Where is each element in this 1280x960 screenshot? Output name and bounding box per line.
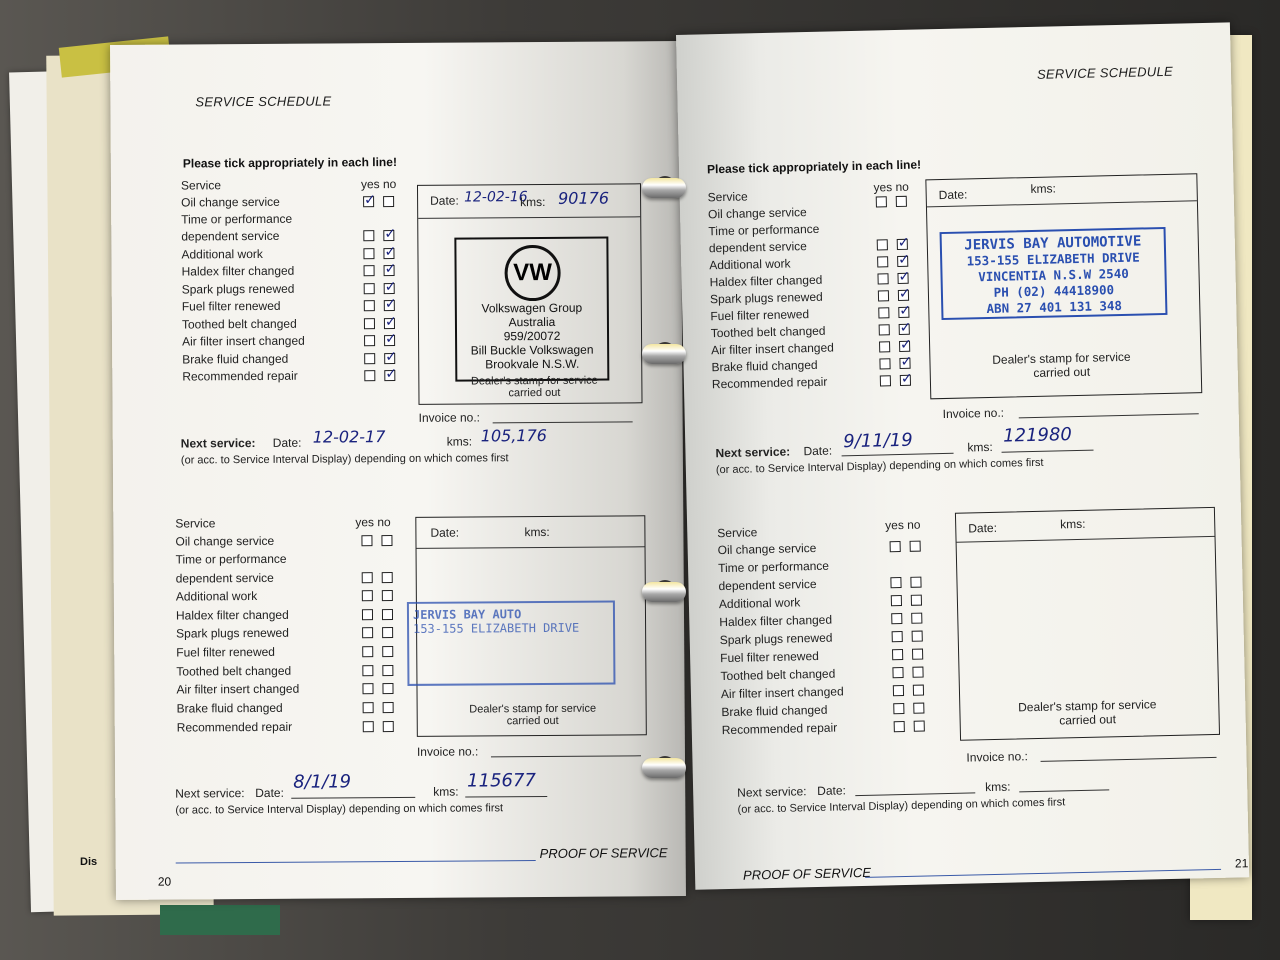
- service-date: 12-02-16: [464, 189, 528, 206]
- invoice-label: Invoice no.:: [942, 405, 1005, 422]
- no-checkbox[interactable]: [381, 535, 392, 546]
- binder-ring: [642, 178, 686, 198]
- checklist-label: dependent service: [708, 239, 808, 256]
- yes-label: yes: [873, 180, 893, 195]
- next-kms-line: [465, 796, 547, 798]
- divider: [417, 546, 645, 549]
- no-checkbox[interactable]: [384, 335, 395, 346]
- next-service-label: Next service:: [180, 435, 256, 451]
- checklist-label: Oil change service: [707, 205, 807, 222]
- checklist-label: Spark plugs renewed: [719, 630, 833, 648]
- no-checkbox[interactable]: [382, 665, 393, 676]
- kms-label: kms:: [524, 524, 550, 540]
- binder-ring: [642, 344, 686, 364]
- no-label: no: [895, 179, 910, 195]
- kms-label: kms:: [433, 784, 459, 799]
- no-label: no: [377, 515, 391, 530]
- no-checkbox[interactable]: [897, 273, 908, 284]
- checklist-label: Fuel filter renewed: [181, 298, 281, 314]
- green-tab: [160, 905, 280, 935]
- no-checkbox[interactable]: [911, 595, 922, 606]
- dealer-stamp-caption: Dealer's stamp for service carried out: [992, 349, 1131, 380]
- date-label: Date:: [255, 785, 284, 801]
- stamp-line: 959/20072: [503, 328, 561, 344]
- yes-checkbox[interactable]: [891, 613, 902, 624]
- next-service-note: (or acc. to Service Interval Display) depending on which comes first: [715, 456, 1044, 477]
- no-checkbox[interactable]: [898, 290, 909, 301]
- date-label: Date:: [817, 783, 847, 798]
- checklist-bottom-right: [717, 517, 947, 738]
- no-checkbox[interactable]: [912, 631, 923, 642]
- yes-checkbox[interactable]: [891, 595, 902, 606]
- date-label: Date:: [430, 193, 459, 208]
- yes-checkbox[interactable]: [364, 265, 375, 276]
- yes-checkbox[interactable]: [361, 535, 372, 546]
- checklist-label: Time or performance: [708, 221, 820, 239]
- stamp-line: Bill Buckle Volkswagen: [470, 342, 594, 358]
- checklist-label: Oil change service: [717, 540, 817, 558]
- yes-checkbox[interactable]: [878, 307, 889, 318]
- stamp-line: 153-155 ELIZABETH DRIVE: [966, 249, 1140, 269]
- page-number: 21: [1234, 856, 1249, 871]
- checklist-label: Brake fluid changed: [711, 357, 818, 375]
- yes-checkbox[interactable]: [362, 572, 373, 583]
- next-service-label: Next service:: [175, 786, 245, 801]
- page-header: SERVICE SCHEDULE: [195, 93, 332, 110]
- no-checkbox[interactable]: [910, 541, 921, 552]
- no-checkbox[interactable]: [914, 721, 925, 732]
- no-checkbox[interactable]: [384, 318, 395, 329]
- right-page: [676, 22, 1249, 889]
- yes-checkbox[interactable]: [362, 665, 373, 676]
- checklist-label: Brake fluid changed: [176, 700, 283, 716]
- next-service-date: 12-02-17: [312, 427, 386, 447]
- no-checkbox[interactable]: [383, 702, 394, 713]
- checklist-label: Haldex filter changed: [719, 612, 833, 630]
- date-label: Date:: [272, 435, 302, 450]
- invoice-label: Invoice no.:: [416, 744, 479, 759]
- yes-checkbox[interactable]: [362, 646, 373, 657]
- edge-text: Dis: [80, 856, 98, 868]
- checklist-label: Fuel filter renewed: [719, 648, 820, 666]
- checklist-label: Additional work: [718, 595, 801, 612]
- yes-checkbox[interactable]: [892, 631, 903, 642]
- checklist-label: Recommended repair: [182, 368, 298, 384]
- checklist-label: Brake fluid changed: [182, 351, 289, 367]
- instruction: Please tick appropriately in each line!: [706, 157, 922, 177]
- next-kms-line: [1019, 789, 1109, 792]
- kms-label: kms:: [1060, 516, 1086, 532]
- checklist-top-left: [180, 177, 421, 384]
- kms-label: kms:: [520, 194, 546, 210]
- yes-checkbox[interactable]: [893, 685, 904, 696]
- footer-rule: [865, 869, 1221, 878]
- checklist-label: Spark plugs renewed: [181, 281, 295, 297]
- yes-checkbox[interactable]: [362, 609, 373, 620]
- invoice-line: [493, 421, 633, 423]
- yes-checkbox[interactable]: [877, 256, 888, 267]
- next-service-kms: 115677: [467, 770, 536, 792]
- checklist-label: Brake fluid changed: [721, 702, 828, 720]
- checklist-label: Air filter insert changed: [720, 684, 844, 702]
- date-label: Date:: [938, 187, 968, 203]
- footer-label: PROOF OF SERVICE: [742, 864, 872, 883]
- yes-checkbox[interactable]: [876, 196, 887, 207]
- checklist-label: Air filter insert changed: [176, 681, 300, 697]
- yes-checkbox[interactable]: [879, 341, 890, 352]
- no-checkbox[interactable]: [382, 609, 393, 620]
- no-checkbox[interactable]: [384, 370, 395, 381]
- yes-label: yes: [355, 515, 375, 530]
- no-checkbox[interactable]: [896, 196, 907, 207]
- stamp-line: Brookvale N.S.W.: [485, 356, 580, 372]
- invoice-label: Invoice no.:: [966, 749, 1028, 765]
- checklist-label: Haldex filter changed: [181, 263, 295, 279]
- dealer-stamp-box: [955, 507, 1220, 741]
- stamp-line: JERVIS BAY AUTOMOTIVE: [964, 233, 1142, 254]
- no-label: no: [907, 517, 921, 532]
- no-label: no: [382, 177, 397, 192]
- checklist-label: Haldex filter changed: [175, 607, 289, 623]
- no-checkbox[interactable]: [384, 353, 395, 364]
- checklist-label: Spark plugs renewed: [709, 289, 823, 307]
- yes-checkbox[interactable]: [364, 370, 375, 381]
- no-checkbox[interactable]: [912, 667, 923, 678]
- yes-checkbox[interactable]: [879, 324, 890, 335]
- vw-logo-icon: VW: [504, 245, 560, 301]
- dealer-stamp-box: [417, 183, 643, 405]
- no-checkbox[interactable]: [899, 324, 910, 335]
- yes-label: yes: [360, 177, 380, 192]
- kms-label: kms:: [967, 439, 993, 455]
- yes-checkbox[interactable]: [362, 590, 373, 601]
- yes-checkbox[interactable]: [892, 667, 903, 678]
- next-service-note: (or acc. to Service Interval Display) depending on which comes first: [175, 802, 504, 817]
- checklist-label: Service: [707, 189, 748, 205]
- dealer-stamp-box: [925, 173, 1202, 399]
- next-service-label: Next service:: [715, 444, 791, 461]
- no-checkbox[interactable]: [897, 239, 908, 250]
- stamp-line: ABN 27 401 131 348: [986, 297, 1123, 317]
- yes-checkbox[interactable]: [892, 649, 903, 660]
- stamp-text: [457, 301, 607, 372]
- next-kms-line: [1002, 450, 1094, 453]
- checklist-label: Recommended repair: [176, 719, 293, 735]
- checklist-label: Recommended repair: [721, 720, 838, 738]
- no-checkbox[interactable]: [898, 307, 909, 318]
- yes-checkbox[interactable]: [364, 318, 375, 329]
- next-service-note: (or acc. to Service Interval Display) depending on which comes first: [737, 796, 1066, 816]
- no-checkbox[interactable]: [383, 196, 394, 207]
- yes-checkbox[interactable]: [363, 196, 374, 207]
- yes-label: yes: [885, 517, 905, 533]
- page-header: SERVICE SCHEDULE: [1036, 63, 1174, 82]
- checklist-label: Toothed belt changed: [720, 666, 836, 684]
- checklist-label: Oil change service: [181, 194, 280, 210]
- checklist-label: Fuel filter renewed: [176, 644, 276, 660]
- dealer-stamp: [940, 227, 1168, 320]
- faded-dealer-stamp: [407, 600, 616, 685]
- date-label: Date:: [430, 525, 460, 540]
- checklist-label: Additional work: [709, 256, 791, 273]
- checklist-label: Toothed belt changed: [181, 316, 297, 332]
- binder-ring: [642, 582, 686, 602]
- stamp-line: JERVIS BAY AUTO: [412, 607, 522, 622]
- next-service-note: (or acc. to Service Interval Display) depending on which comes first: [180, 452, 509, 467]
- yes-checkbox[interactable]: [878, 290, 889, 301]
- no-checkbox[interactable]: [382, 646, 393, 657]
- dealer-stamp-caption: Dealer's stamp for service carried out: [1018, 697, 1157, 728]
- no-checkbox[interactable]: [383, 248, 394, 259]
- next-date-line: [291, 797, 415, 799]
- checklist-label: Time or performance: [175, 551, 287, 567]
- instruction: Please tick appropriately in each line!: [182, 154, 397, 171]
- no-checkbox[interactable]: [911, 613, 922, 624]
- checklist-label: dependent service: [718, 576, 817, 594]
- stamp-line: Australia: [508, 314, 556, 330]
- left-page: [110, 41, 686, 900]
- checklist-label: Oil change service: [175, 533, 275, 549]
- yes-checkbox[interactable]: [879, 358, 890, 369]
- no-checkbox[interactable]: [384, 283, 395, 294]
- no-checkbox[interactable]: [382, 627, 393, 638]
- next-service-label: Next service:: [737, 784, 807, 800]
- yes-checkbox[interactable]: [363, 248, 374, 259]
- yes-checkbox[interactable]: [877, 273, 888, 284]
- checklist-label: Toothed belt changed: [710, 323, 826, 341]
- stamp-line: 153-155 ELIZABETH DRIVE: [413, 620, 580, 636]
- checklist-label: Toothed belt changed: [176, 663, 292, 679]
- yes-checkbox[interactable]: [364, 335, 375, 346]
- yes-checkbox[interactable]: [362, 627, 373, 638]
- checklist-label: Air filter insert changed: [182, 333, 305, 349]
- checklist-label: Service: [175, 516, 216, 531]
- yes-checkbox[interactable]: [890, 541, 901, 552]
- no-checkbox[interactable]: [384, 300, 395, 311]
- divider: [957, 536, 1215, 543]
- checklist-top-right: [707, 179, 937, 392]
- invoice-label: Invoice no.:: [418, 410, 481, 425]
- kms-label: kms:: [984, 779, 1011, 795]
- checklist-label: Service: [717, 525, 758, 541]
- yes-checkbox[interactable]: [890, 577, 901, 588]
- checklist-label: Haldex filter changed: [709, 272, 823, 290]
- next-service-date: 8/1/19: [293, 771, 352, 793]
- footer-rule: [176, 860, 536, 864]
- divider: [418, 216, 640, 219]
- next-service-date: 9/11/19: [843, 429, 913, 453]
- invoice-line: [1019, 413, 1199, 418]
- stamp-line: Volkswagen Group: [481, 300, 583, 316]
- next-date-line: [855, 792, 975, 796]
- no-checkbox[interactable]: [910, 577, 921, 588]
- checklist-label: Time or performance: [181, 211, 293, 227]
- yes-checkbox[interactable]: [894, 721, 905, 732]
- yes-checkbox[interactable]: [877, 239, 888, 250]
- no-checkbox[interactable]: [900, 375, 911, 386]
- no-checkbox[interactable]: [384, 265, 395, 276]
- no-checkbox[interactable]: [382, 590, 393, 601]
- checklist-label: Spark plugs renewed: [176, 625, 289, 641]
- yes-checkbox[interactable]: [362, 683, 373, 694]
- no-checkbox[interactable]: [383, 721, 394, 732]
- next-date-line: [842, 453, 954, 457]
- no-checkbox[interactable]: [899, 341, 910, 352]
- next-service-kms: 121980: [1002, 424, 1073, 447]
- checklist-label: Service: [180, 178, 222, 193]
- dealer-stamp-caption: Dealer's stamp for service carried out: [470, 374, 598, 400]
- invoice-line: [1041, 757, 1217, 762]
- checklist-label: Additional work: [175, 588, 258, 604]
- no-checkbox[interactable]: [913, 685, 924, 696]
- no-checkbox[interactable]: [913, 703, 924, 714]
- yes-checkbox[interactable]: [364, 283, 375, 294]
- stamp-line: VINCENTIA N.S.W 2540: [978, 265, 1129, 285]
- yes-checkbox[interactable]: [893, 703, 904, 714]
- service-kms: 90176: [558, 188, 610, 208]
- checklist-label: Air filter insert changed: [711, 340, 835, 358]
- no-checkbox[interactable]: [383, 230, 394, 241]
- no-checkbox[interactable]: [899, 358, 910, 369]
- yes-checkbox[interactable]: [363, 721, 374, 732]
- checklist-label: Fuel filter renewed: [710, 307, 810, 324]
- no-checkbox[interactable]: [382, 683, 393, 694]
- checklist-label: Additional work: [181, 246, 263, 262]
- stamp-line: PH (02) 44418900: [993, 282, 1115, 300]
- binder-ring: [642, 758, 686, 778]
- checklist-bottom-left: [175, 515, 415, 735]
- dealer-stamp-caption: Dealer's stamp for service carried out: [469, 702, 597, 728]
- invoice-line: [491, 755, 641, 757]
- checklist-label: dependent service: [181, 228, 280, 244]
- next-service-kms: 105,176: [480, 425, 547, 446]
- yes-checkbox[interactable]: [364, 300, 375, 311]
- no-checkbox[interactable]: [912, 649, 923, 660]
- no-checkbox[interactable]: [382, 572, 393, 583]
- yes-checkbox[interactable]: [363, 702, 374, 713]
- kms-label: kms:: [1030, 181, 1057, 196]
- yes-checkbox[interactable]: [364, 353, 375, 364]
- dealer-stamp-box: [412, 515, 647, 737]
- checklist-label: Time or performance: [717, 558, 830, 576]
- checklist-label: Recommended repair: [711, 374, 828, 392]
- yes-checkbox[interactable]: [363, 230, 374, 241]
- date-label: Date:: [803, 443, 833, 459]
- page-number: 20: [157, 874, 172, 889]
- no-checkbox[interactable]: [897, 256, 908, 267]
- date-label: Date:: [968, 520, 998, 536]
- vw-stamp: [454, 237, 609, 382]
- checklist-label: dependent service: [175, 570, 274, 586]
- kms-label: kms:: [446, 434, 473, 449]
- footer-label: PROOF OF SERVICE: [539, 845, 668, 862]
- yes-checkbox[interactable]: [880, 375, 891, 386]
